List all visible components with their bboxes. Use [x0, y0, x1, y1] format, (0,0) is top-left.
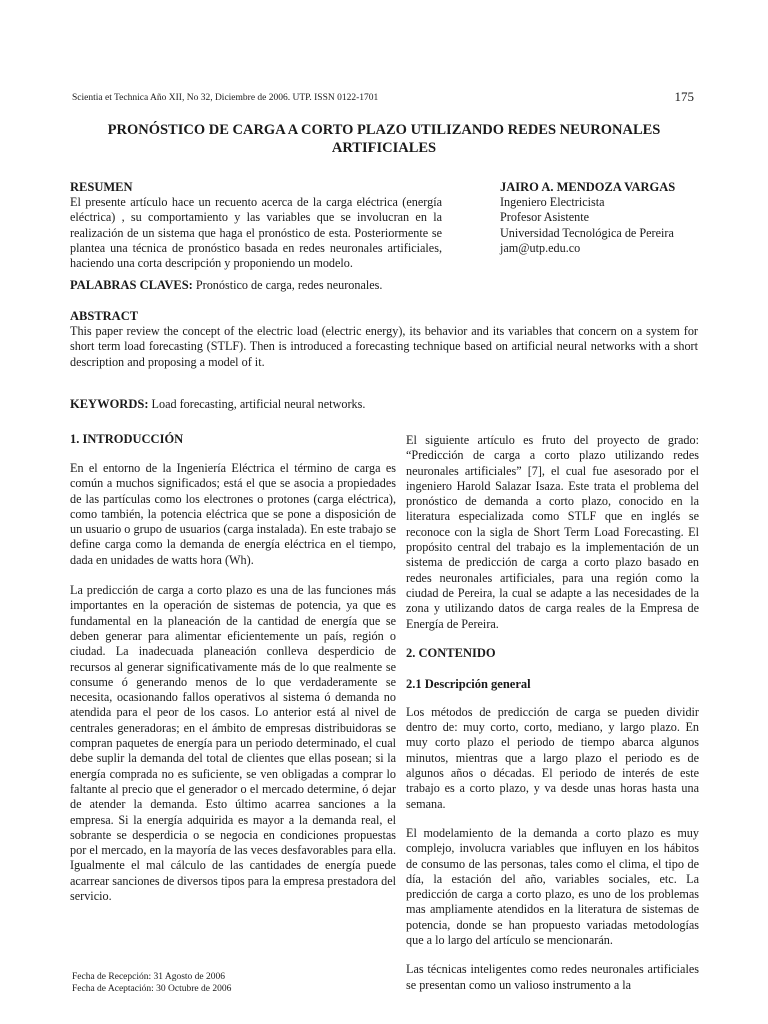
author-position: Profesor Asistente [500, 210, 590, 225]
keywords-text: Load forecasting, artificial neural networks. [148, 397, 366, 411]
right-paragraph-2: Los métodos de predicción de carga se pueden dividir dentro de: muy corto, corto, mediano, y largo plazo. En muy corto plazo el periodo de tiempo abarca algunos minutos, mientras que a largo plazo el periodo es de algunos años o décadas. El periodo de interés de este trabajo es a corto plazo, y va desde unas horas hasta una semana. [406, 704, 699, 811]
page-number: 175 [674, 89, 694, 104]
resumen-text: El presente artículo hace un recuento acerca de la carga eléctrica (energía eléctrica) , su comportamiento y las variables que se involucran en la realización de un sistema que haga el pronóstico de esta. Posteriormente se plantea una técnica de pronóstico basada en redes neuronales artificiales, haciendo una corta descripción y proponiendo un modelo. [70, 195, 442, 271]
resumen-section [70, 180, 442, 271]
article-title [70, 121, 698, 157]
article-title-line2: ARTIFICIALES [331, 140, 437, 156]
palabras-claves-text: Pronóstico de carga, redes neuronales. [192, 278, 383, 292]
article-title-line1: PRONÓSTICO DE CARGA A CORTO PLAZO UTILIZANDO REDES NEURONALES [107, 122, 661, 138]
keywords-label: KEYWORDS: [70, 397, 149, 411]
left-column [70, 432, 396, 904]
running-head: Scientia et Technica Año XII, No 32, Diciembre de 2006. UTP. ISSN 0122-1701 [72, 93, 379, 103]
author-affiliation: Universidad Tecnológica de Pereira [500, 225, 674, 240]
palabras-claves [70, 278, 690, 293]
right-column [406, 433, 699, 993]
right-paragraph-4: Las técnicas inteligentes como redes neuronales artificiales se presentan como un valioso instrumento a la [406, 962, 699, 992]
right-paragraph-1: El siguiente artículo es fruto del proyecto de grado: “Predicción de carga a corto plazo utilizando redes neuronales artificiales” [7], el cual fue asesorado por el ingeniero Harold Salazar Isaza. Este trata el problema del pronóstico de demanda a corto plazo, conocido en la literatura especializada como STLF que en inglés se reconoce con la sigla de Short Term Load Forecasting. El propósito central del trabajo es la implementación de un sistema de predicción de carga a corto plazo basado en redes neuronales artificiales, para una región como la ciudad de Pereira, la cual se adapte a las necesidades de la zona y utilizando datos de carga reales de la Empresa de Energía de Pereira. [406, 433, 699, 631]
contenido-heading: 2. CONTENIDO [406, 645, 496, 660]
abstract-heading: ABSTRACT [70, 309, 139, 323]
right-paragraph-3: El modelamiento de la demanda a corto plazo es muy complejo, involucra variables que influyen en los hábitos de consumo de las personas, tales como el clima, el tipo de día, la estación del año, variables sociales, etc. La predicción de carga a corto plazo, es uno de los problemas mas ampliamente atendidos en la literatura de sistemas de potencia, donde se han propuesto variadas metodologías que a lo largo del artículo se mencionarán. [406, 825, 699, 948]
author-email: jam@utp.edu.co [500, 240, 581, 255]
fecha-recepcion: Fecha de Recepción: 31 Agosto de 2006 [72, 972, 226, 982]
palabras-claves-label: PALABRAS CLAVES: [70, 278, 193, 292]
descripcion-general-heading: 2.1 Descripción general [406, 676, 531, 691]
abstract-text: This paper review the concept of the electric load (electric energy), its behavior and its variables that concern on a system for short term load forecasting (STLF). Then is introduced a forecasting technique based on artificial neural networks with a short description and proposing a model of it. [70, 324, 698, 369]
intro-heading: 1. INTRODUCCIÓN [70, 432, 184, 446]
fecha-aceptacion: Fecha de Aceptación: 30 Octubre de 2006 [72, 984, 232, 994]
author-degree: Ingeniero Electricista [500, 195, 605, 209]
author-name: JAIRO A. MENDOZA VARGAS [500, 180, 676, 194]
abstract-section [70, 309, 698, 370]
author-block [500, 180, 700, 256]
keywords [70, 397, 690, 412]
resumen-heading: RESUMEN [70, 180, 133, 194]
intro-paragraph-1: En el entorno de la Ingeniería Eléctrica el término de carga es común a muchos significados; está el que se asocia a propiedades de las partículas como los electrones o protones (carga eléctrica), como también, la potencia eléctrica que se pone a disposición de un usuario o grupo de usuarios (carga instalada). En este trabajo se define carga como la demanda de energía eléctrica en el tiempo, dada en unidades de watts hora (Wh). [70, 461, 396, 567]
intro-paragraph-2: La predicción de carga a corto plazo es una de las funciones más importantes en la operación de sistemas de potencia, ya que es fundamental en la planeación de la cantidad de energía que se deben generar para alimentar eficientemente un país, región o ciudad. La inadecuada planeación conlleva desperdicio de recursos al generar significativamente más de lo que realmente se consume ó generando menos de lo que verdaderamente se necesita, ocasionando fallos operativos al sistema ó demanda no atendida para el peor de los casos. Lo anterior está al nivel de centrales generadoras; en el ámbito de empresas distribuidoras se compran paquetes de energía para un periodo determinado, el cual debe suplir la demanda del total de clientes que ellas posean; si la energía comprada no es suficiente, se ven obligadas a comprar lo faltante al precio que el generador o el mercado determine, ó dejar de atender la demanda. Esto último acarrea sanciones a la empresa. Si la energía adquirida es mayor a la demanda real, el sobrante se desperdicia o se negocia en condiciones propuestas por el mercado, en la mayoría de las veces desfavorables para ella. Igualmente el mal cálculo de las cantidades de energía puede acarrear sanciones de diversos tipos para la empresa prestadora del servicio. [70, 583, 396, 904]
